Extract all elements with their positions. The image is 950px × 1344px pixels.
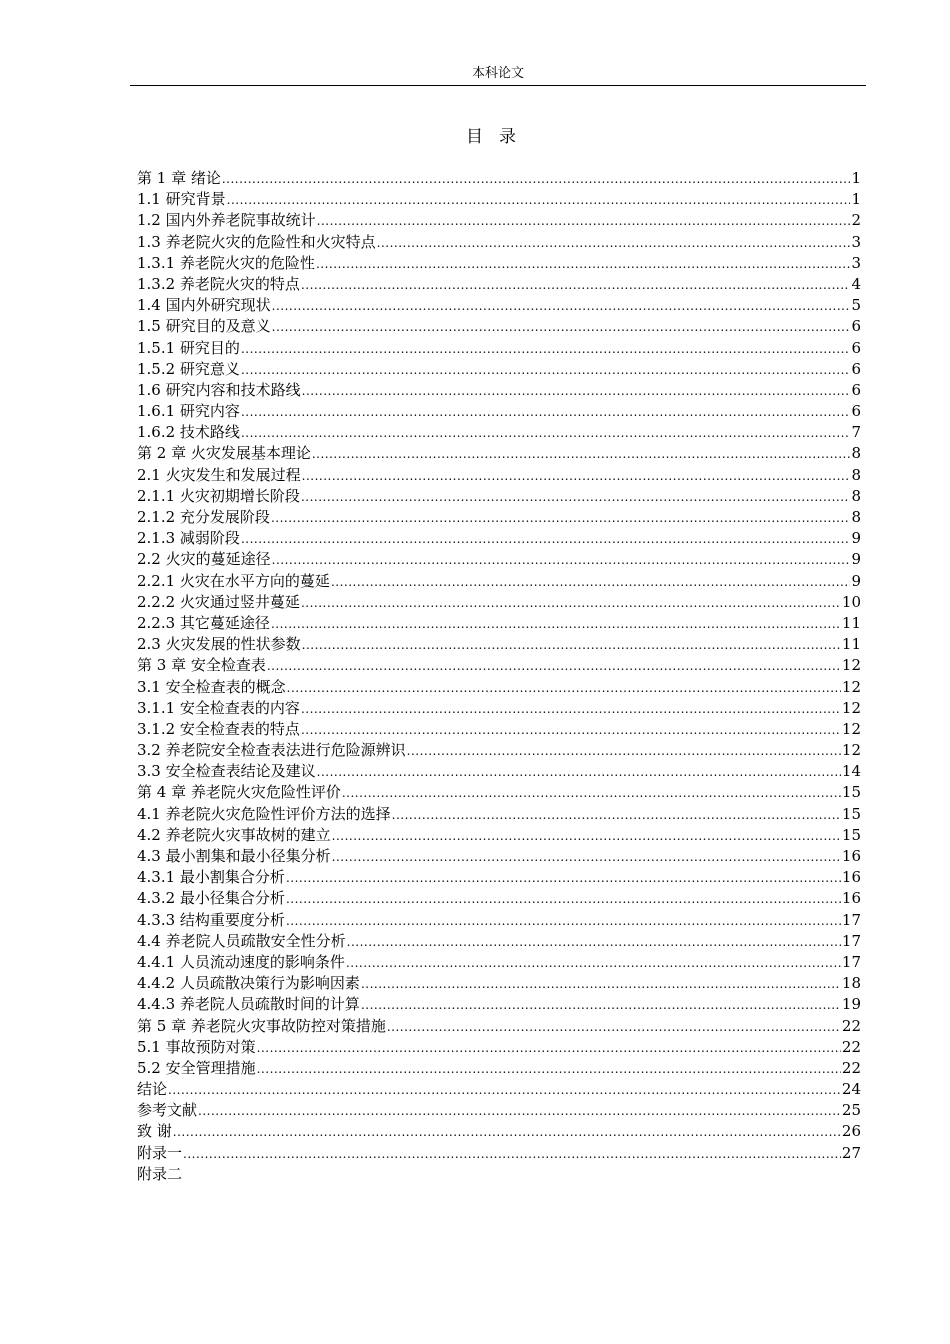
toc-leader-dots: [301, 593, 841, 613]
toc-entry[interactable]: [137, 613, 861, 634]
toc-entry-label: 3.1 安全检查表的概念: [137, 677, 286, 696]
toc-entry-page: 6: [851, 317, 861, 336]
toc-entry-label: 第 1 章 绪论: [137, 169, 221, 187]
toc-leader-dots: [271, 614, 841, 634]
toc-leader-dots: [241, 360, 851, 380]
toc-leader-dots: [301, 487, 851, 507]
toc-entry[interactable]: [137, 210, 861, 231]
toc-leader-dots: [227, 190, 851, 210]
toc-leader-dots: [267, 656, 841, 676]
toc-leader-dots: [286, 889, 841, 909]
toc-entry-label: 第 5 章 养老院火灾事故防控对策措施: [137, 1016, 386, 1035]
toc-entry-page: 9: [851, 529, 861, 548]
toc-leader-dots: [302, 381, 851, 401]
toc-entry[interactable]: [137, 973, 861, 994]
toc-entry[interactable]: [137, 465, 861, 486]
toc-entry[interactable]: [137, 316, 861, 337]
toc-entry-page: 2: [851, 211, 861, 230]
toc-entry[interactable]: [137, 1037, 861, 1058]
toc-entry[interactable]: [137, 1079, 861, 1100]
toc-entry-page: 10: [841, 592, 861, 611]
toc-entry-page: 1: [851, 169, 861, 187]
toc-leader-dots: [312, 444, 851, 464]
toc-entry-label: 1.4 国内外研究现状: [137, 296, 271, 315]
toc-entry-page: 22: [841, 1016, 861, 1035]
toc-entry-page: 7: [851, 423, 861, 442]
toc-entry-label: 4.4 养老院人员疏散安全性分析: [137, 931, 346, 950]
toc-entry[interactable]: [137, 571, 861, 592]
toc-entry-label: 4.2 养老院火灾事故树的建立: [137, 825, 331, 844]
toc-entry-label: 2.1.3 减弱阶段: [137, 529, 240, 548]
toc-leader-dots: [183, 1144, 841, 1164]
running-header: 本科论文: [471, 66, 524, 81]
toc-entry[interactable]: [137, 698, 861, 719]
toc-leader-dots: [302, 635, 841, 655]
toc-entry-label: 5.1 事故预防对策: [137, 1037, 256, 1056]
toc-leader-dots: [331, 572, 851, 592]
toc-entry[interactable]: [137, 761, 861, 782]
toc-entry[interactable]: [137, 634, 861, 655]
toc-entry-label: 1.6.2 技术路线: [137, 423, 240, 442]
toc-entry-label: 2.1.1 火灾初期增长阶段: [137, 486, 300, 505]
toc-entry-page: 16: [841, 868, 861, 887]
toc-leader-dots: [271, 508, 851, 528]
toc-entry-label: 4.3.2 最小径集合分析: [137, 889, 285, 908]
toc-entry-page: 8: [851, 486, 861, 505]
toc-entry-label: 2.1.2 充分发展阶段: [137, 508, 270, 526]
toc-entry-page: 24: [841, 1080, 861, 1099]
toc-entry-label: 3.1.2 安全检查表的特点: [137, 719, 300, 738]
toc-entry[interactable]: [137, 274, 861, 295]
toc-entry-page: 14: [841, 762, 861, 781]
toc-entry-page: 19: [841, 995, 861, 1014]
toc-entry-page: 12: [841, 719, 861, 738]
toc-entry-label: 4.1 养老院火灾危险性评价方法的选择: [137, 804, 391, 823]
toc-leader-dots: [222, 169, 851, 189]
toc-leader-dots: [361, 974, 841, 994]
toc-entry[interactable]: [137, 380, 861, 401]
toc-entry[interactable]: [137, 719, 861, 740]
toc-entry[interactable]: [137, 592, 861, 613]
toc-entry-page: 8: [851, 465, 861, 484]
toc-leader-dots: [346, 953, 841, 973]
toc-entry[interactable]: [137, 422, 861, 443]
toc-entry-page: 27: [841, 1143, 861, 1162]
toc-entry-label: 4.3.3 结构重要度分析: [137, 910, 285, 929]
toc-entry-page: 6: [851, 338, 861, 357]
toc-leader-dots: [332, 826, 841, 846]
toc-entry-page: 6: [851, 359, 861, 378]
toc-entry[interactable]: [137, 655, 861, 676]
toc-leader-dots: [342, 783, 841, 803]
toc-entry-page: 9: [851, 571, 861, 590]
toc-entry[interactable]: [137, 401, 861, 422]
toc-entry[interactable]: [137, 549, 861, 570]
toc-entry-page: 8: [851, 508, 861, 526]
toc-leader-dots: [241, 529, 851, 549]
toc-entry-page: 22: [841, 1058, 861, 1077]
toc-entry-label: 5.2 安全管理措施: [137, 1058, 256, 1077]
toc-leader-dots: [301, 720, 841, 740]
toc-entry-label: 第 4 章 养老院火灾危险性评价: [137, 783, 341, 802]
toc-entry-label: 参考文献: [137, 1101, 198, 1120]
toc-leader-dots: [286, 911, 841, 931]
toc-entry-page: 18: [841, 974, 861, 993]
toc-entry-page: 15: [841, 783, 861, 802]
toc-entry-page: 15: [841, 825, 861, 844]
toc-list: [137, 168, 861, 1185]
toc-entry-label: 2.1 火灾发生和发展过程: [137, 465, 301, 484]
toc-leader-dots: [257, 1038, 841, 1058]
toc-entry[interactable]: [137, 507, 861, 528]
toc-entry[interactable]: [137, 677, 861, 698]
toc-entry-label: 第 3 章 安全检查表: [137, 656, 266, 675]
toc-entry[interactable]: [137, 952, 861, 973]
toc-entry[interactable]: [137, 486, 861, 507]
toc-entry[interactable]: [137, 189, 861, 210]
toc-leader-dots: [241, 423, 851, 443]
toc-entry-label: 4.3.1 最小割集合分析: [137, 868, 285, 887]
toc-entry-label: 3.2 养老院安全检查表法进行危险源辨识: [137, 741, 406, 760]
toc-entry-page: 17: [841, 910, 861, 929]
toc-entry-page: 16: [841, 889, 861, 908]
toc-leader-dots: [317, 762, 841, 782]
toc-entry-label: 4.4.3 养老院人员疏散时间的计算: [137, 995, 360, 1014]
toc-leader-dots: [287, 678, 841, 698]
toc-entry[interactable]: [137, 931, 861, 952]
toc-title: 目录: [466, 127, 532, 147]
toc-entry[interactable]: [137, 338, 861, 359]
toc-entry-label: 1.3 养老院火灾的危险性和火灾特点: [137, 232, 376, 251]
toc-entry[interactable]: [137, 782, 861, 803]
toc-entry-page: 17: [841, 952, 861, 971]
toc-entry[interactable]: [137, 1016, 861, 1037]
toc-leader-dots: [347, 932, 841, 952]
toc-entry-label: 4.4.2 人员疏散决策行为影响因素: [137, 974, 360, 993]
toc-entry-label: 第 2 章 火灾发展基本理论: [137, 444, 311, 463]
toc-leader-dots: [361, 995, 841, 1015]
toc-entry-page: 11: [841, 635, 861, 654]
toc-leader-dots: [272, 317, 851, 337]
toc-entry-page: 1: [851, 190, 861, 209]
toc-entry-page: 25: [841, 1101, 861, 1120]
toc-entry-label: 4.3 最小割集和最小径集分析: [137, 847, 331, 865]
toc-entry[interactable]: [137, 295, 861, 316]
toc-leader-dots: [407, 741, 841, 761]
toc-entry[interactable]: [137, 528, 861, 549]
toc-entry-page: 16: [841, 847, 861, 865]
toc-leader-dots: [317, 211, 851, 231]
toc-entry[interactable]: [137, 253, 861, 274]
toc-entry-label: 1.6 研究内容和技术路线: [137, 380, 301, 399]
toc-entry[interactable]: [137, 846, 861, 867]
toc-leader-dots: [241, 402, 851, 422]
toc-entry-label: 2.2.1 火灾在水平方向的蔓延: [137, 571, 330, 590]
toc-entry[interactable]: [137, 910, 861, 931]
toc-entry-label: 1.5 研究目的及意义: [137, 317, 271, 336]
toc-leader-dots: [301, 275, 851, 295]
toc-entry-label: 附录二: [137, 1164, 183, 1183]
toc-entry-label: 2.2.3 其它蔓延途径: [137, 613, 270, 632]
toc-entry-label: 2.2 火灾的蔓延途径: [137, 550, 271, 569]
toc-leader-dots: [332, 847, 841, 867]
toc-leader-dots: [316, 254, 851, 274]
toc-entry-page: 15: [841, 804, 861, 823]
toc-entry-label: 结论: [137, 1080, 168, 1099]
toc-entry-label: 1.1 研究背景: [137, 190, 226, 209]
toc-entry-label: 附录一: [137, 1143, 183, 1162]
toc-leader-dots: [286, 868, 841, 888]
toc-entry-page: 12: [841, 656, 861, 675]
toc-entry-page: 5: [851, 296, 861, 315]
toc-entry-page: 3: [851, 232, 861, 251]
toc-leader-dots: [198, 1101, 841, 1121]
toc-leader-dots: [392, 805, 841, 825]
toc-entry[interactable]: [137, 443, 861, 464]
toc-entry-label: 1.5.1 研究目的: [137, 338, 240, 357]
toc-entry-label: 1.6.1 研究内容: [137, 402, 240, 421]
toc-entry-page: 3: [851, 253, 861, 272]
toc-entry-label: 2.2.2 火灾通过竖井蔓延: [137, 592, 300, 611]
toc-entry-label: 2.3 火灾发展的性状参数: [137, 635, 301, 654]
toc-entry-label: 3.1.1 安全检查表的内容: [137, 698, 300, 717]
toc-entry-page: 12: [841, 677, 861, 696]
toc-entry-label: 1.5.2 研究意义: [137, 359, 240, 378]
toc-leader-dots: [377, 233, 851, 253]
toc-entry-page: 8: [851, 444, 861, 463]
toc-entry-page: 17: [841, 931, 861, 950]
toc-leader-dots: [173, 1122, 841, 1142]
toc-entry[interactable]: [137, 740, 861, 761]
toc-leader-dots: [302, 466, 851, 486]
toc-entry-page: 6: [851, 380, 861, 399]
toc-leader-dots: [387, 1017, 841, 1037]
toc-entry-page: 12: [841, 698, 861, 717]
header-rule: [130, 85, 866, 86]
toc-entry-label: 4.4.1 人员流动速度的影响条件: [137, 952, 345, 971]
toc-leader-dots: [168, 1080, 841, 1100]
toc-entry[interactable]: [137, 867, 861, 888]
toc-entry-page: 6: [851, 402, 861, 421]
toc-entry-page: 11: [841, 613, 861, 632]
toc-entry-page: 9: [851, 550, 861, 569]
toc-entry[interactable]: [137, 888, 861, 909]
toc-leader-dots: [272, 296, 851, 316]
toc-entry-label: 1.2 国内外养老院事故统计: [137, 211, 316, 230]
toc-entry[interactable]: [137, 1164, 861, 1185]
toc-entry[interactable]: [137, 1100, 861, 1121]
toc-entry-label: 1.3.2 养老院火灾的特点: [137, 274, 300, 293]
toc-entry[interactable]: [137, 168, 861, 189]
toc-entry-label: 3.3 安全检查表结论及建议: [137, 762, 316, 781]
toc-leader-dots: [272, 550, 851, 570]
toc-entry-page: 12: [841, 741, 861, 760]
toc-entry[interactable]: [137, 804, 861, 825]
toc-leader-dots: [257, 1059, 841, 1079]
toc-entry[interactable]: [137, 994, 861, 1015]
toc-entry[interactable]: [137, 1143, 861, 1164]
toc-leader-dots: [241, 339, 851, 359]
toc-entry[interactable]: [137, 1121, 861, 1142]
toc-entry[interactable]: [137, 825, 861, 846]
toc-entry-label: 1.3.1 养老院火灾的危险性: [137, 253, 315, 272]
toc-entry-page: 22: [841, 1037, 861, 1056]
toc-entry-page: 4: [851, 274, 861, 293]
toc-entry[interactable]: [137, 232, 861, 253]
toc-entry[interactable]: [137, 1058, 861, 1079]
toc-entry[interactable]: [137, 359, 861, 380]
toc-entry-page: 26: [841, 1122, 861, 1141]
toc-leader-dots: [301, 699, 841, 719]
toc-entry-label: 致 谢: [137, 1122, 172, 1141]
